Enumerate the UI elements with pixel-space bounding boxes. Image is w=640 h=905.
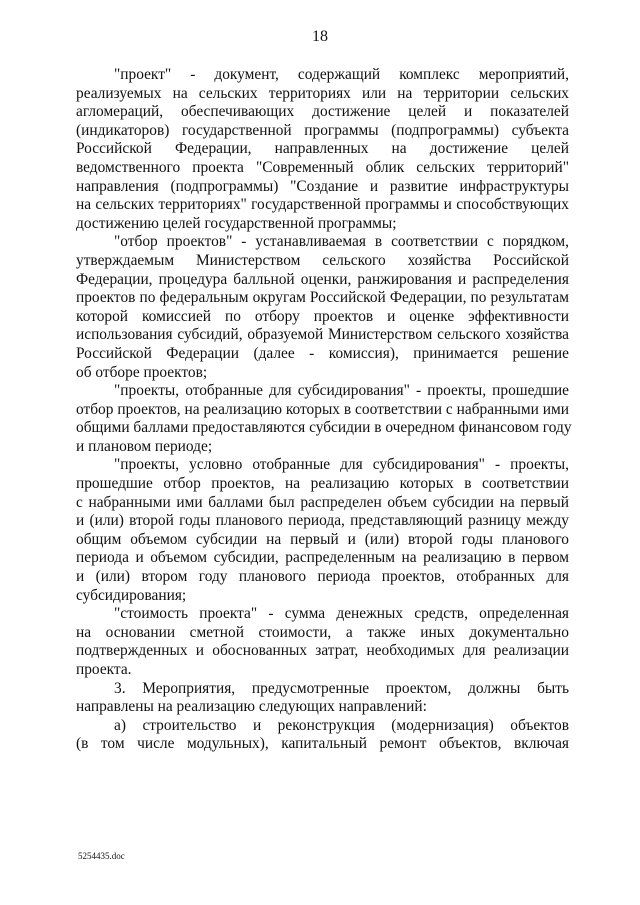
text-line: ведомственного проекта "Современный облик сельских территорий" (76, 158, 569, 176)
text-line: проекта. (76, 661, 132, 678)
text-line: отбор проектов, на реализацию которых в соответствии с набранными ими (76, 400, 569, 418)
text-line: достижению целей государственной программы; (76, 214, 397, 232)
text-line: а) строительство и реконструкция (модернизация) объектов (114, 716, 569, 734)
text-line: прошедшие отбор проектов, на реализацию которых в соответствии (76, 475, 569, 493)
text-line: (в том числе модульных), капитальный ремонт объектов, включая (76, 735, 569, 753)
text-line: "проект" - документ, содержащий комплекс мероприятий, (114, 66, 569, 83)
text-line: агломераций, обеспечивающих достижение целей и показателей (76, 103, 569, 121)
text-line: общими баллами предоставляются субсидии в очередном финансовом году (76, 419, 572, 437)
text-line: с набранными ими баллами был распределен объем субсидии на первый (76, 493, 569, 511)
document-body (76, 66, 572, 754)
text-line: и (или) второй годы планового периода, представляющий разницу между (76, 512, 569, 530)
text-line: "стоимость проекта" - сумма денежных средств, определенная (114, 605, 569, 623)
text-line: на сельских территориях" государственной программы и способствующих (76, 196, 569, 214)
text-line: и (или) втором году планового периода проектов, отобранных для (76, 568, 569, 586)
text-line: периода и объемом субсидии, распределенным на реализацию в первом (76, 549, 569, 567)
file-name-footer: 5254435.doc (78, 851, 125, 861)
text-line: которой комиссией по отбору проектов и оценке эффективности (76, 307, 569, 325)
text-line: направлены на реализацию следующих направлений: (76, 698, 427, 716)
text-line: (индикаторов) государственной программы (подпрограммы) субъекта (76, 121, 569, 139)
text-line: Российской Федерации, направленных на достижение целей (76, 140, 569, 158)
text-line: Российской Федерации (далее - комиссия), принимается решение (76, 344, 569, 362)
text-line: проектов по федеральным округам Российской Федерации, по результатам (76, 289, 569, 307)
text-line: реализуемых на сельских территориях или на территории сельских (76, 84, 569, 102)
text-line: "проекты, условно отобранные для субсидирования" - проекты, (114, 456, 569, 474)
text-line: направления (подпрограммы) "Создание и развитие инфраструктуры (76, 177, 569, 195)
text-line: 3. Мероприятия, предусмотренные проектом, должны быть (114, 679, 569, 697)
text-line: общим объемом субсидии на первый и (или) второй годы планового (76, 530, 569, 548)
text-line: и плановом периоде; (76, 437, 213, 455)
text-line: утверждаемым Министерством сельского хозяйства Российской (76, 251, 569, 269)
text-line: субсидирования; (76, 586, 187, 604)
text-line: Федерации, процедура балльной оценки, ранжирования и распределения (76, 270, 569, 288)
text-line: об отборе проектов; (76, 363, 208, 381)
text-line: "отбор проектов" - устанавливаемая в соответствии с порядком, (114, 233, 569, 251)
text-line: подтвержденных и обоснованных затрат, необходимых для реализации (76, 642, 569, 660)
text-line: "проекты, отобранные для субсидирования" - проекты, прошедшие (114, 382, 569, 400)
page-number: 18 (312, 28, 328, 45)
text-line: использования субсидий, образуемой Министерством сельского хозяйства (76, 326, 569, 344)
text-line: на основании сметной стоимости, а также иных документально (76, 623, 569, 641)
